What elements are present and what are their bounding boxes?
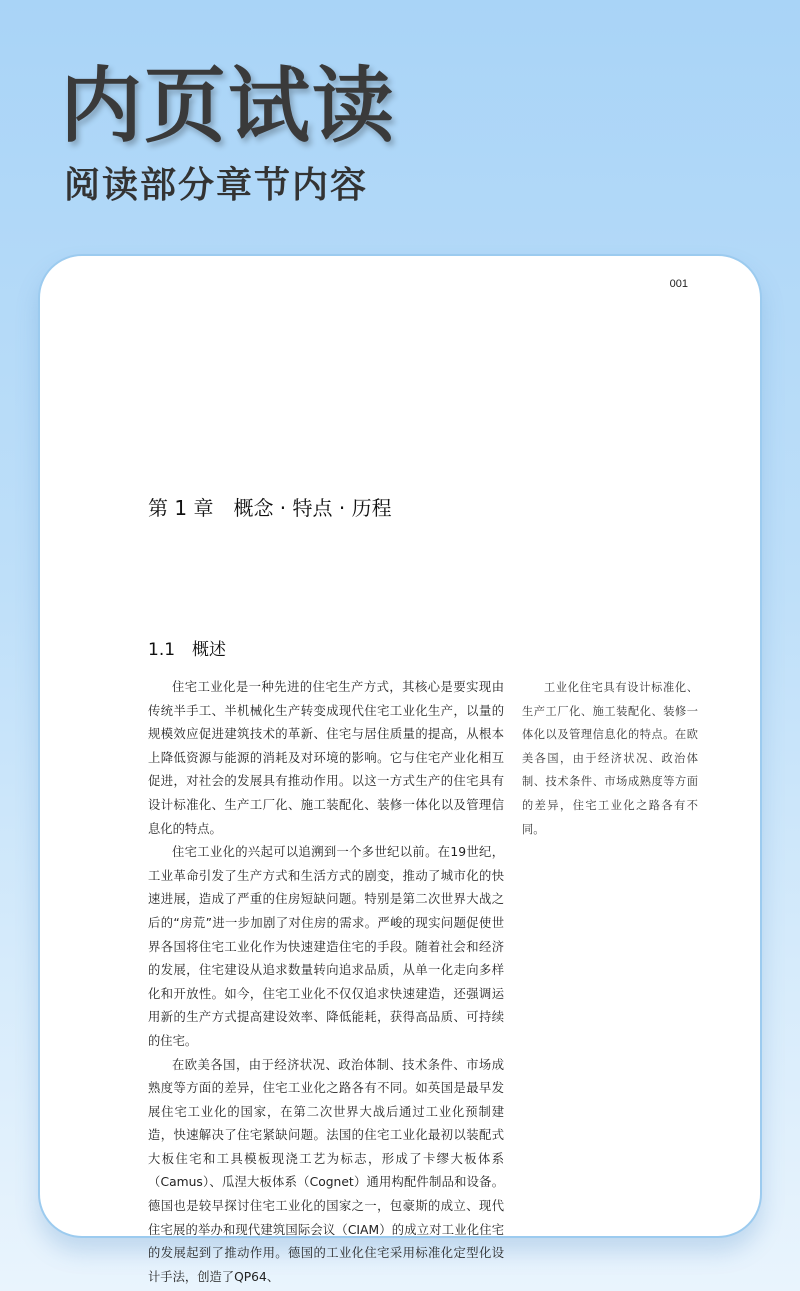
- body-text: [148, 676, 504, 1289]
- margin-note: [522, 676, 698, 841]
- section-title: 1.1 概述: [148, 640, 227, 660]
- body-paragraph: 住宅工业化是一种先进的住宅生产方式，其核心是要实现由传统半手工、半机械化生产转变成现代住宅工业化生产，以量的规模效应促进建筑技术的革新、住宅与居住质量的提高，从根本上降低资源与能源的消耗及对环境的影响。它与住宅产业化相互促进，对社会的发展具有推动作用。以这一方式生产的住宅具有设计标准化、生产工厂化、施工装配化、装修一体化以及管理信息化的特点。: [148, 680, 504, 836]
- body-paragraph: 住宅工业化的兴起可以追溯到一个多世纪以前。在19世纪，工业革命引发了生产方式和生活方式的剧变，推动了城市化的快速进展，造成了严重的住房短缺问题。特别是第二次世界大战之后的“房荒”进一步加剧了对住房的需求。严峻的现实问题促使世界各国将住宅工业化作为快速建造住宅的手段。随着社会和经济的发展，住宅建设从追求数量转向追求品质，从单一化走向多样化和开放性。如今，住宅工业化不仅仅追求快速建造，还强调运用新的生产方式提高建设效率、降低能耗，获得高品质、可持续的住宅。: [148, 845, 504, 1048]
- hero-title: 内页试读: [60, 59, 397, 154]
- chapter-title: 第 1 章 概念 · 特点 · 历程: [148, 496, 392, 520]
- hero-subtitle: 阅读部分章节内容: [64, 165, 369, 206]
- margin-note-text: 工业化住宅具有设计标准化、生产工厂化、施工装配化、装修一体化以及管理信息化的特点。在欧美各国，由于经济状况、政治体制、技术条件、市场成熟度等方面的差异，住宅工业化之路各有不同。: [522, 681, 698, 836]
- book-page-preview: [38, 254, 762, 1284]
- page-number: 001: [669, 278, 688, 290]
- body-paragraph: 在欧美各国，由于经济状况、政治体制、技术条件、市场成熟度等方面的差异，住宅工业化之路各有不同。如英国是最早发展住宅工业化的国家，在第二次世界大战后通过工业化预制建造，快速解决了住宅紧缺问题。法国的住宅工业化最初以装配式大板住宅和工具模板现浇工艺为标志，形成了卡缪大板体系（Camus）、瓜涅大板体系（Cognet）通用构配件制品和设备。德国也是较早探讨住宅工业化的国家之一，包豪斯的成立、现代住宅展的举办和现代建筑国际会议（CIAM）的成立对工业化住宅的发展起到了推动作用。德国的工业化住宅采用标准化定型化设计手法，创造了QP64、: [148, 1057, 504, 1284]
